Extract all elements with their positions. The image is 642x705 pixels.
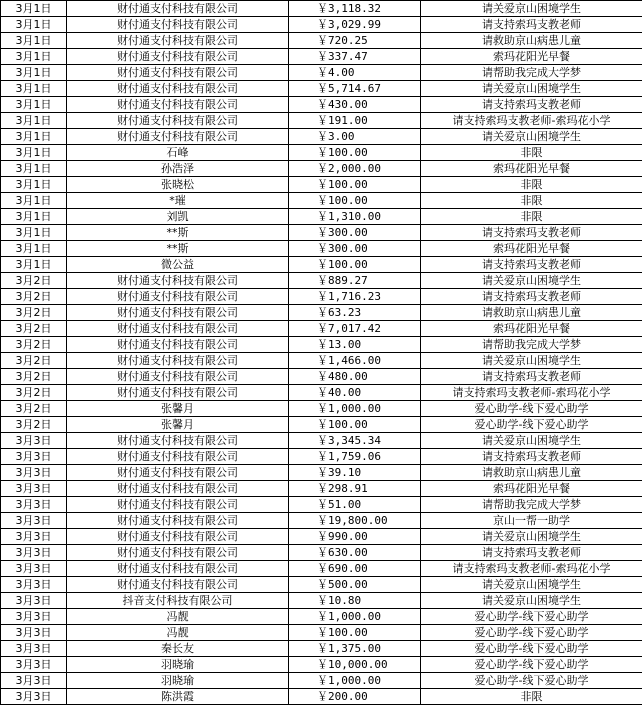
date-cell: 3月3日 [1, 625, 67, 641]
table-row [1, 193, 642, 209]
payer-cell: 财付通支付科技有限公司 [67, 33, 289, 49]
purpose-cell: 非限 [421, 145, 642, 161]
payer-cell: 财付通支付科技有限公司 [67, 49, 289, 65]
payer-cell: 财付通支付科技有限公司 [67, 273, 289, 289]
date-cell: 3月2日 [1, 417, 67, 433]
payer-cell: 财付通支付科技有限公司 [67, 449, 289, 465]
date-cell: 3月1日 [1, 129, 67, 145]
date-cell: 3月2日 [1, 369, 67, 385]
table-row [1, 657, 642, 673]
date-cell: 3月2日 [1, 289, 67, 305]
amount-cell: ￥1,716.23 [289, 289, 421, 305]
payer-cell: 冯靓 [67, 609, 289, 625]
purpose-cell: 爱心助学-线下爱心助学 [421, 609, 642, 625]
payer-cell: 微公益 [67, 257, 289, 273]
payer-cell: 财付通支付科技有限公司 [67, 289, 289, 305]
payer-cell: 石峰 [67, 145, 289, 161]
payer-cell: 财付通支付科技有限公司 [67, 321, 289, 337]
table-row [1, 641, 642, 657]
table-row [1, 609, 642, 625]
payer-cell: 冯靓 [67, 625, 289, 641]
table-row [1, 417, 642, 433]
purpose-cell: 请支持索玛支教老师 [421, 17, 642, 33]
payer-cell: 财付通支付科技有限公司 [67, 465, 289, 481]
amount-cell: ￥1,000.00 [289, 673, 421, 689]
purpose-cell: 请支持索玛支教老师-索玛花小学 [421, 385, 642, 401]
amount-cell: ￥39.10 [289, 465, 421, 481]
amount-cell: ￥1,000.00 [289, 609, 421, 625]
amount-cell: ￥3.00 [289, 129, 421, 145]
date-cell: 3月1日 [1, 49, 67, 65]
date-cell: 3月1日 [1, 209, 67, 225]
amount-cell: ￥100.00 [289, 145, 421, 161]
purpose-cell: 请支持索玛支教老师 [421, 369, 642, 385]
table-row [1, 129, 642, 145]
date-cell: 3月3日 [1, 641, 67, 657]
payer-cell: 财付通支付科技有限公司 [67, 65, 289, 81]
table-row [1, 593, 642, 609]
amount-cell: ￥430.00 [289, 97, 421, 113]
payer-cell: 财付通支付科技有限公司 [67, 529, 289, 545]
purpose-cell: 请支持索玛支教老师 [421, 97, 642, 113]
payer-cell: 财付通支付科技有限公司 [67, 561, 289, 577]
table-row [1, 97, 642, 113]
table-row [1, 385, 642, 401]
amount-cell: ￥690.00 [289, 561, 421, 577]
payer-cell: 财付通支付科技有限公司 [67, 1, 289, 17]
purpose-cell: 请救助京山病患儿童 [421, 305, 642, 321]
payer-cell: 财付通支付科技有限公司 [67, 369, 289, 385]
table-row [1, 481, 642, 497]
amount-cell: ￥19,800.00 [289, 513, 421, 529]
table-row [1, 17, 642, 33]
payer-cell: 孙浩泽 [67, 161, 289, 177]
amount-cell: ￥51.00 [289, 497, 421, 513]
date-cell: 3月3日 [1, 561, 67, 577]
table-row [1, 305, 642, 321]
purpose-cell: 非限 [421, 689, 642, 705]
date-cell: 3月1日 [1, 97, 67, 113]
amount-cell: ￥300.00 [289, 241, 421, 257]
purpose-cell: 请帮助我完成大学梦 [421, 337, 642, 353]
payer-cell: 羽晓瑜 [67, 673, 289, 689]
table-row [1, 241, 642, 257]
amount-cell: ￥990.00 [289, 529, 421, 545]
purpose-cell: 爱心助学-线下爱心助学 [421, 641, 642, 657]
date-cell: 3月2日 [1, 353, 67, 369]
donation-table-body [1, 1, 642, 705]
purpose-cell: 非限 [421, 209, 642, 225]
purpose-cell: 请支持索玛支教老师 [421, 449, 642, 465]
payer-cell: 财付通支付科技有限公司 [67, 513, 289, 529]
purpose-cell: 请帮助我完成大学梦 [421, 65, 642, 81]
table-row [1, 113, 642, 129]
payer-cell: 张馨月 [67, 417, 289, 433]
table-row [1, 369, 642, 385]
payer-cell: 财付通支付科技有限公司 [67, 385, 289, 401]
amount-cell: ￥100.00 [289, 177, 421, 193]
payer-cell: 羽晓瑜 [67, 657, 289, 673]
table-row [1, 465, 642, 481]
amount-cell: ￥500.00 [289, 577, 421, 593]
purpose-cell: 非限 [421, 177, 642, 193]
payer-cell: **斯 [67, 225, 289, 241]
purpose-cell: 爱心助学-线下爱心助学 [421, 401, 642, 417]
date-cell: 3月2日 [1, 305, 67, 321]
payer-cell: 财付通支付科技有限公司 [67, 17, 289, 33]
payer-cell: 张馨月 [67, 401, 289, 417]
date-cell: 3月3日 [1, 673, 67, 689]
date-cell: 3月3日 [1, 497, 67, 513]
table-row [1, 289, 642, 305]
payer-cell: 财付通支付科技有限公司 [67, 481, 289, 497]
date-cell: 3月1日 [1, 65, 67, 81]
date-cell: 3月2日 [1, 337, 67, 353]
date-cell: 3月3日 [1, 577, 67, 593]
table-row [1, 513, 642, 529]
date-cell: 3月2日 [1, 385, 67, 401]
table-row [1, 257, 642, 273]
payer-cell: 财付通支付科技有限公司 [67, 97, 289, 113]
payer-cell: 财付通支付科技有限公司 [67, 129, 289, 145]
date-cell: 3月1日 [1, 81, 67, 97]
payer-cell: 陈洪霞 [67, 689, 289, 705]
table-row [1, 561, 642, 577]
purpose-cell: 爱心助学-线下爱心助学 [421, 657, 642, 673]
table-row [1, 337, 642, 353]
date-cell: 3月3日 [1, 449, 67, 465]
amount-cell: ￥1,466.00 [289, 353, 421, 369]
purpose-cell: 爱心助学-线下爱心助学 [421, 625, 642, 641]
amount-cell: ￥1,310.00 [289, 209, 421, 225]
amount-cell: ￥100.00 [289, 417, 421, 433]
date-cell: 3月2日 [1, 401, 67, 417]
table-row [1, 321, 642, 337]
amount-cell: ￥720.25 [289, 33, 421, 49]
table-row [1, 401, 642, 417]
date-cell: 3月3日 [1, 465, 67, 481]
purpose-cell: 索玛花阳光早餐 [421, 321, 642, 337]
payer-cell: 财付通支付科技有限公司 [67, 577, 289, 593]
amount-cell: ￥2,000.00 [289, 161, 421, 177]
date-cell: 3月3日 [1, 513, 67, 529]
payer-cell: 财付通支付科技有限公司 [67, 305, 289, 321]
date-cell: 3月2日 [1, 273, 67, 289]
purpose-cell: 请关爱京山困境学生 [421, 529, 642, 545]
amount-cell: ￥10,000.00 [289, 657, 421, 673]
table-row [1, 145, 642, 161]
payer-cell: 财付通支付科技有限公司 [67, 497, 289, 513]
date-cell: 3月3日 [1, 433, 67, 449]
payer-cell: 张晓松 [67, 177, 289, 193]
payer-cell: 财付通支付科技有限公司 [67, 545, 289, 561]
date-cell: 3月1日 [1, 257, 67, 273]
table-row [1, 65, 642, 81]
purpose-cell: 请支持索玛支教老师-索玛花小学 [421, 113, 642, 129]
purpose-cell: 请救助京山病患儿童 [421, 33, 642, 49]
table-row [1, 497, 642, 513]
purpose-cell: 爱心助学-线下爱心助学 [421, 417, 642, 433]
purpose-cell: 索玛花阳光早餐 [421, 481, 642, 497]
amount-cell: ￥10.80 [289, 593, 421, 609]
date-cell: 3月3日 [1, 689, 67, 705]
date-cell: 3月2日 [1, 321, 67, 337]
payer-cell: 财付通支付科技有限公司 [67, 337, 289, 353]
payer-cell: 财付通支付科技有限公司 [67, 433, 289, 449]
date-cell: 3月1日 [1, 33, 67, 49]
amount-cell: ￥889.27 [289, 273, 421, 289]
table-row [1, 1, 642, 17]
payer-cell: 财付通支付科技有限公司 [67, 353, 289, 369]
amount-cell: ￥7,017.42 [289, 321, 421, 337]
date-cell: 3月3日 [1, 481, 67, 497]
purpose-cell: 请关爱京山困境学生 [421, 81, 642, 97]
purpose-cell: 请支持索玛支教老师 [421, 257, 642, 273]
purpose-cell: 请支持索玛支教老师 [421, 289, 642, 305]
purpose-cell: 请关爱京山困境学生 [421, 129, 642, 145]
purpose-cell: 请支持索玛支教老师 [421, 545, 642, 561]
table-row [1, 545, 642, 561]
table-row [1, 529, 642, 545]
date-cell: 3月1日 [1, 161, 67, 177]
amount-cell: ￥1,000.00 [289, 401, 421, 417]
table-row [1, 81, 642, 97]
amount-cell: ￥337.47 [289, 49, 421, 65]
purpose-cell: 请关爱京山困境学生 [421, 577, 642, 593]
payer-cell: 秦长友 [67, 641, 289, 657]
purpose-cell: 请关爱京山困境学生 [421, 273, 642, 289]
amount-cell: ￥300.00 [289, 225, 421, 241]
date-cell: 3月1日 [1, 17, 67, 33]
amount-cell: ￥3,029.99 [289, 17, 421, 33]
amount-cell: ￥4.00 [289, 65, 421, 81]
table-row [1, 625, 642, 641]
date-cell: 3月1日 [1, 193, 67, 209]
amount-cell: ￥40.00 [289, 385, 421, 401]
table-row [1, 225, 642, 241]
amount-cell: ￥13.00 [289, 337, 421, 353]
date-cell: 3月1日 [1, 225, 67, 241]
date-cell: 3月3日 [1, 593, 67, 609]
amount-cell: ￥1,375.00 [289, 641, 421, 657]
date-cell: 3月3日 [1, 529, 67, 545]
table-row [1, 689, 642, 705]
purpose-cell: 请支持索玛支教老师 [421, 225, 642, 241]
purpose-cell: 索玛花阳光早餐 [421, 241, 642, 257]
purpose-cell: 请支持索玛支教老师-索玛花小学 [421, 561, 642, 577]
amount-cell: ￥3,118.32 [289, 1, 421, 17]
purpose-cell: 请关爱京山困境学生 [421, 433, 642, 449]
purpose-cell: 非限 [421, 193, 642, 209]
purpose-cell: 京山一帮一助学 [421, 513, 642, 529]
amount-cell: ￥480.00 [289, 369, 421, 385]
payer-cell: 财付通支付科技有限公司 [67, 113, 289, 129]
table-row [1, 577, 642, 593]
table-row [1, 33, 642, 49]
table-row [1, 161, 642, 177]
amount-cell: ￥298.91 [289, 481, 421, 497]
amount-cell: ￥5,714.67 [289, 81, 421, 97]
table-row [1, 353, 642, 369]
payer-cell: **斯 [67, 241, 289, 257]
amount-cell: ￥100.00 [289, 625, 421, 641]
purpose-cell: 索玛花阳光早餐 [421, 49, 642, 65]
purpose-cell: 爱心助学-线下爱心助学 [421, 673, 642, 689]
purpose-cell: 请关爱京山困境学生 [421, 353, 642, 369]
amount-cell: ￥63.23 [289, 305, 421, 321]
table-row [1, 273, 642, 289]
amount-cell: ￥630.00 [289, 545, 421, 561]
amount-cell: ￥200.00 [289, 689, 421, 705]
amount-cell: ￥1,759.06 [289, 449, 421, 465]
date-cell: 3月3日 [1, 545, 67, 561]
amount-cell: ￥100.00 [289, 193, 421, 209]
date-cell: 3月1日 [1, 177, 67, 193]
purpose-cell: 请帮助我完成大学梦 [421, 497, 642, 513]
payer-cell: *璀 [67, 193, 289, 209]
purpose-cell: 请关爱京山困境学生 [421, 1, 642, 17]
date-cell: 3月1日 [1, 113, 67, 129]
date-cell: 3月3日 [1, 657, 67, 673]
payer-cell: 刘凯 [67, 209, 289, 225]
date-cell: 3月1日 [1, 241, 67, 257]
amount-cell: ￥3,345.34 [289, 433, 421, 449]
table-row [1, 49, 642, 65]
payer-cell: 抖音支付科技有限公司 [67, 593, 289, 609]
purpose-cell: 请关爱京山困境学生 [421, 593, 642, 609]
table-row [1, 209, 642, 225]
date-cell: 3月1日 [1, 145, 67, 161]
amount-cell: ￥191.00 [289, 113, 421, 129]
purpose-cell: 请救助京山病患儿童 [421, 465, 642, 481]
date-cell: 3月1日 [1, 1, 67, 17]
table-row [1, 449, 642, 465]
table-row [1, 673, 642, 689]
date-cell: 3月3日 [1, 609, 67, 625]
amount-cell: ￥100.00 [289, 257, 421, 273]
purpose-cell: 索玛花阳光早餐 [421, 161, 642, 177]
payer-cell: 财付通支付科技有限公司 [67, 81, 289, 97]
table-row [1, 177, 642, 193]
table-row [1, 433, 642, 449]
